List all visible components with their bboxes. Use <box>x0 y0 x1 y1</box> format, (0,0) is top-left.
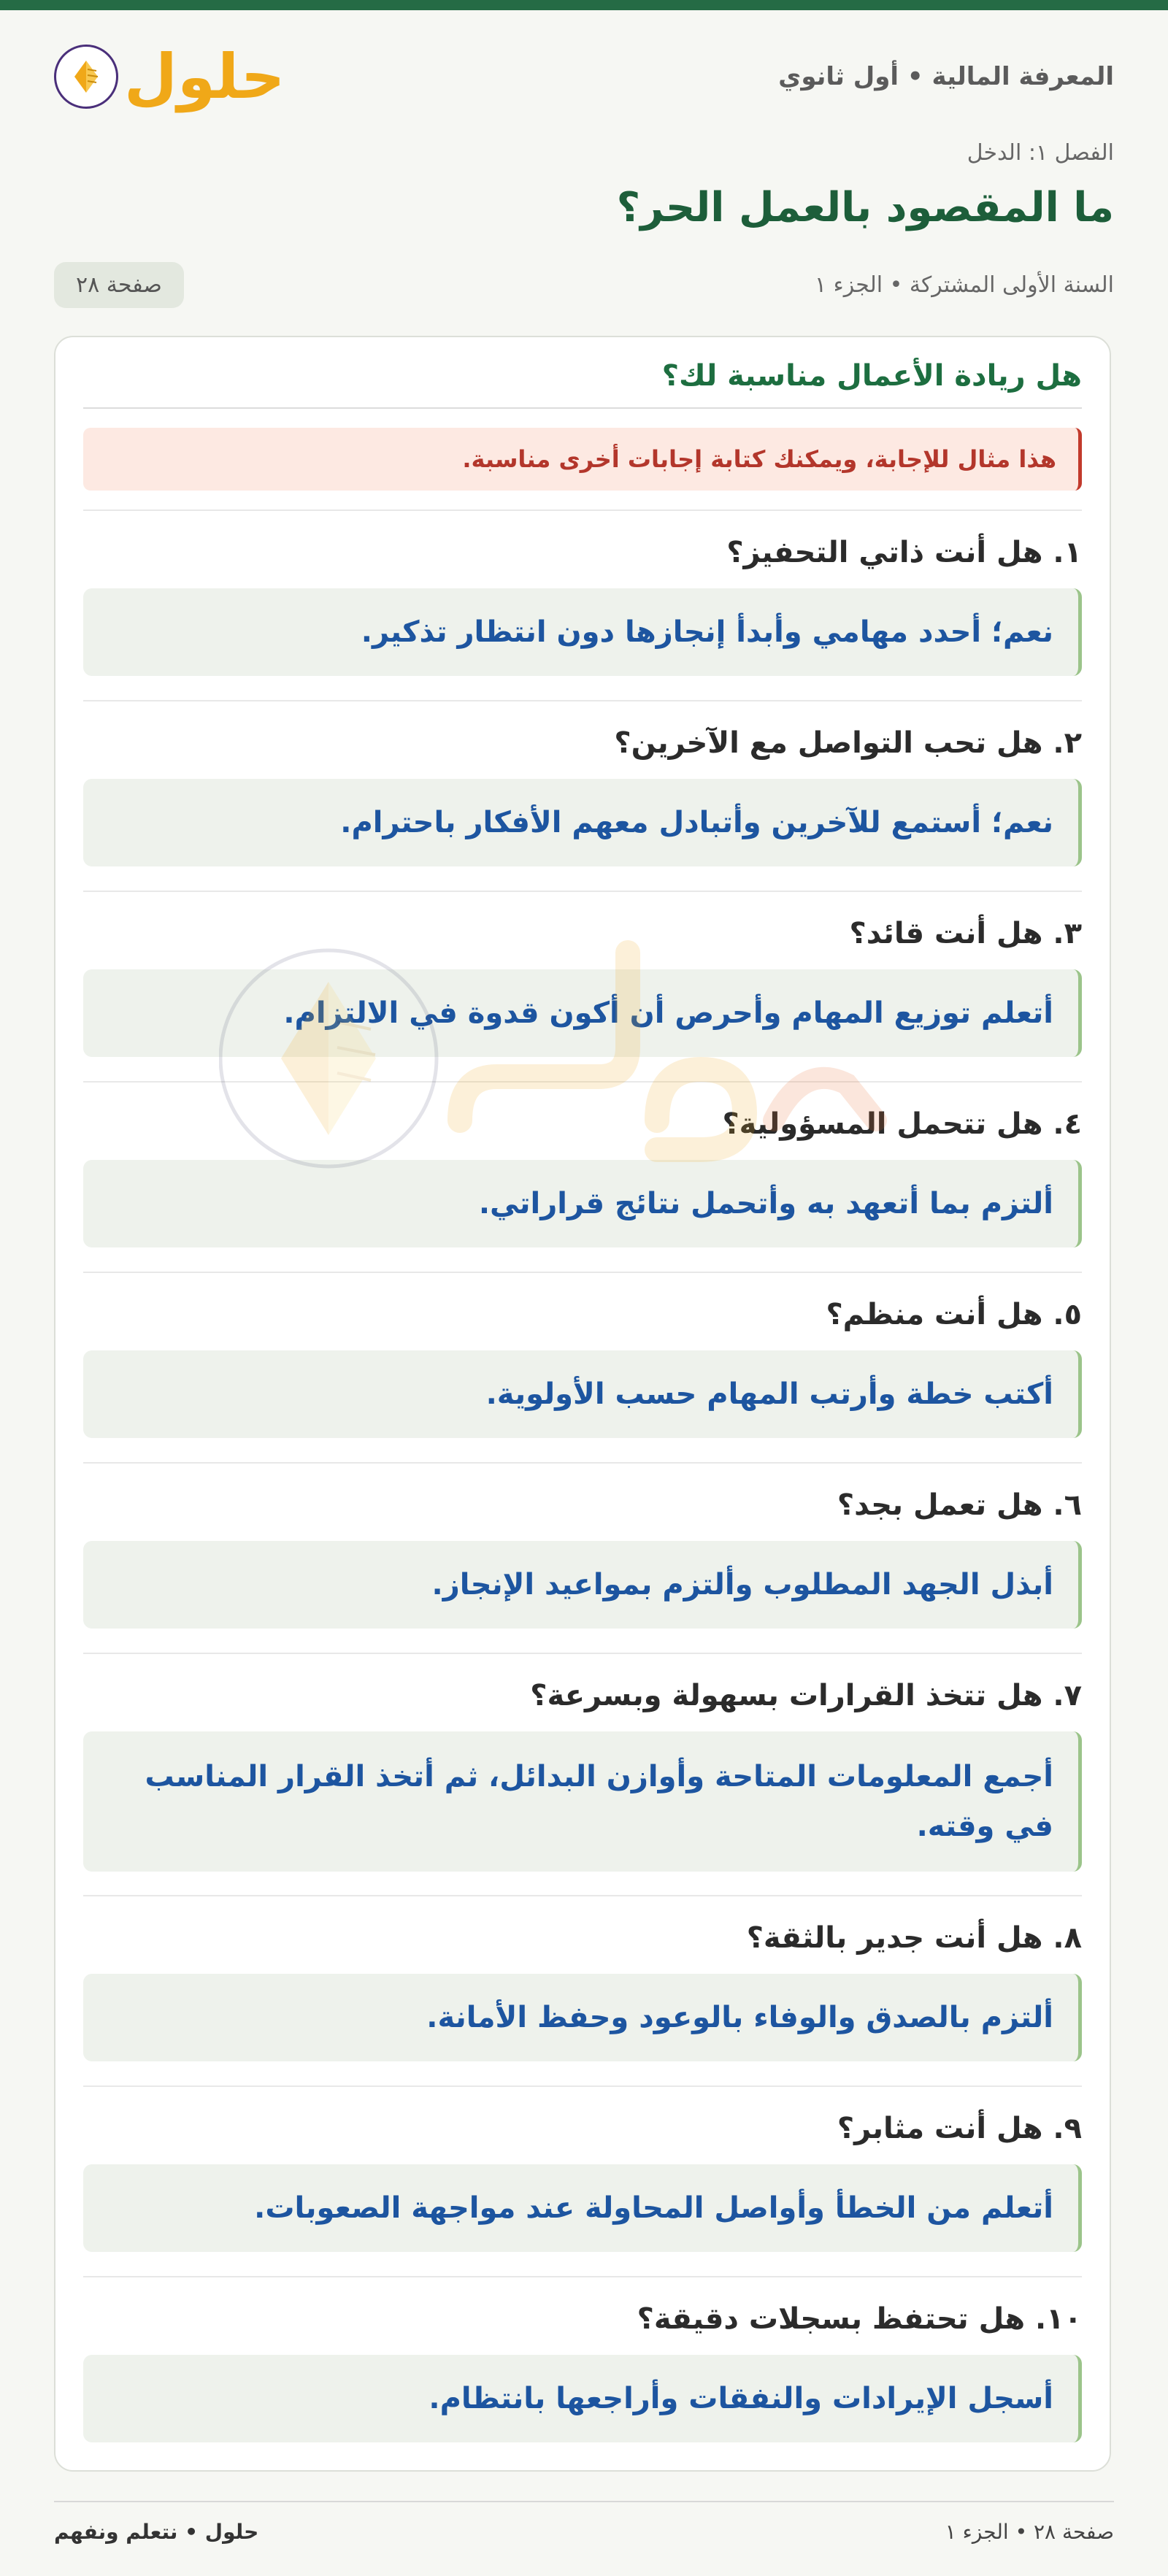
divider <box>83 407 1082 409</box>
page-title: ما المقصود بالعمل الحر؟ <box>616 184 1114 231</box>
question-text: ١. هل أنت ذاتي التحفيز؟ <box>726 536 1082 569</box>
divider <box>83 1272 1082 1273</box>
answer-box: أتعلم من الخطأ وأواصل المحاولة عند مواجهة الصعوبات. <box>83 2164 1082 2252</box>
meta-row <box>54 261 1114 309</box>
logo-watermark-icon <box>219 938 912 1179</box>
question-text: ٧. هل تتخذ القرارات بسهولة وبسرعة؟ <box>530 1679 1082 1712</box>
list-item <box>83 2085 1082 2252</box>
logo-wordmark: حلول <box>124 41 285 112</box>
answer-box: نعم؛ أستمع للآخرين وأتبادل معهم الأفكار باحترام. <box>83 779 1082 866</box>
list-item <box>83 700 1082 866</box>
list-item <box>83 1272 1082 1438</box>
divider <box>83 700 1082 701</box>
question-text: ٣. هل أنت قائد؟ <box>849 917 1082 950</box>
brand-logo <box>54 41 285 112</box>
page-badge: صفحة ٢٨ <box>54 262 184 308</box>
divider <box>83 2085 1082 2087</box>
answer-box: أجمع المعلومات المتاحة وأوازن البدائل، ثم أتخذ القرار المناسب في وقته. <box>83 1731 1082 1872</box>
footer-page-info: صفحة ٢٨ • الجزء ١ <box>945 2520 1114 2544</box>
note-banner: هذا مثال للإجابة، ويمكنك كتابة إجابات أخرى مناسبة. <box>83 428 1082 491</box>
list-item <box>83 1462 1082 1629</box>
meta-label: السنة الأولى المشتركة • الجزء ١ <box>814 272 1114 298</box>
divider <box>83 510 1082 511</box>
chapter-label: الفصل ١: الدخل <box>967 140 1114 166</box>
divider <box>83 891 1082 892</box>
page-footer <box>54 2520 1114 2544</box>
answer-box: ألتزم بالصدق والوفاء بالوعود وحفظ الأمانة. <box>83 1974 1082 2061</box>
answer-box: ألتزم بما أتعهد به وأتحمل نتائج قراراتي. <box>83 1160 1082 1247</box>
subject-label: المعرفة المالية • أول ثانوي <box>778 62 1114 91</box>
top-accent-bar <box>0 0 1168 10</box>
list-item <box>83 2276 1082 2442</box>
divider <box>83 2276 1082 2277</box>
answer-box: أسجل الإيرادات والنفقات وأراجعها بانتظام. <box>83 2355 1082 2442</box>
divider <box>83 1462 1082 1464</box>
answer-box: أبذل الجهد المطلوب وألتزم بمواعيد الإنجاز. <box>83 1541 1082 1629</box>
answer-box: أتعلم توزيع المهام وأحرص أن أكون قدوة في الالتزام. <box>83 969 1082 1057</box>
question-text: ٥. هل أنت منظم؟ <box>826 1298 1082 1331</box>
answer-box: نعم؛ أحدد مهامي وأبدأ إنجازها دون انتظار تذكير. <box>83 588 1082 676</box>
answer-box: أكتب خطة وأرتب المهام حسب الأولوية. <box>83 1350 1082 1438</box>
question-text: ٦. هل تعمل بجد؟ <box>837 1488 1082 1522</box>
divider <box>83 1653 1082 1654</box>
question-text: ١٠. هل تحتفظ بسجلات دقيقة؟ <box>637 2302 1082 2336</box>
question-text: ٢. هل تحب التواصل مع الآخرين؟ <box>614 726 1082 760</box>
divider <box>83 1895 1082 1896</box>
book-emblem-icon <box>54 45 118 109</box>
card-title: هل ريادة الأعمال مناسبة لك؟ <box>661 359 1082 393</box>
question-text: ٩. هل أنت مثابر؟ <box>837 2112 1082 2145</box>
footer-brand: حلول • نتعلم ونفهم <box>54 2520 259 2544</box>
list-item <box>83 1653 1082 1872</box>
page-header <box>54 40 1114 113</box>
list-item <box>83 1895 1082 2061</box>
footer-divider <box>54 2501 1114 2502</box>
question-text: ٨. هل أنت جدير بالثقة؟ <box>746 1921 1082 1955</box>
list-item <box>83 510 1082 676</box>
content-card <box>54 336 1111 2472</box>
question-text: ٤. هل تتحمل المسؤولية؟ <box>722 1107 1082 1141</box>
